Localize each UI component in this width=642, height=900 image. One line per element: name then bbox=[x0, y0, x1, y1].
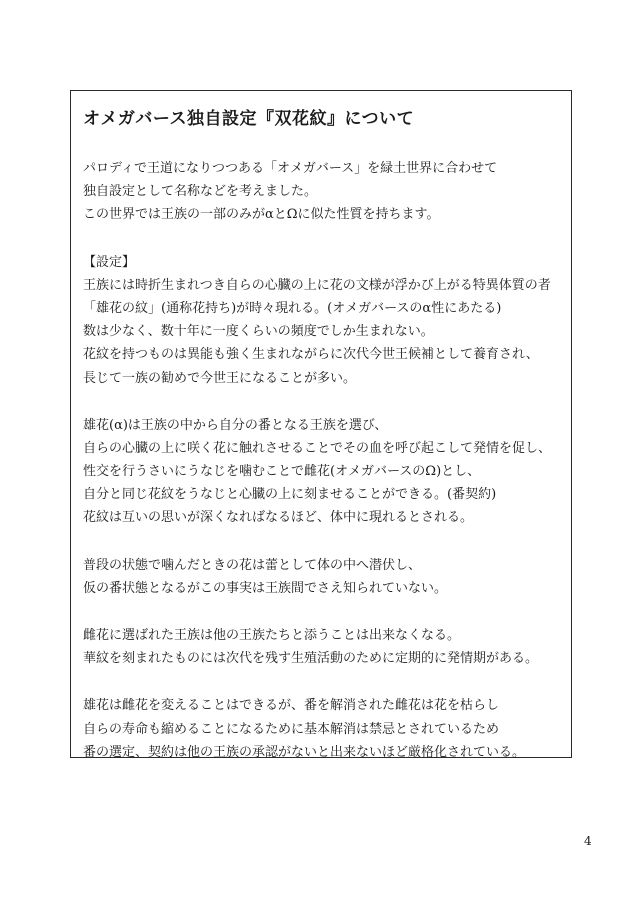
text-line: 雌花に選ばれた王族は他の王族たちと添うことは出来なくなる。 bbox=[83, 628, 461, 643]
text-line: 自らの心臓の上に咲く花に触れさせることでその血を呼び起こして発情を促し、 bbox=[83, 440, 552, 456]
paragraph-settings bbox=[83, 251, 563, 390]
text-line: 雄花(α)は王族の中から自分の番となる王族を選び、 bbox=[83, 417, 388, 433]
page-number: 4 bbox=[584, 834, 592, 848]
paragraph-bud bbox=[83, 554, 563, 600]
text-line: 仮の番状態となるがこの事実は王族間でさえ知られていない。 bbox=[83, 580, 448, 596]
text-line: 長じて一族の勧めで今世王になることが多い。 bbox=[83, 370, 357, 386]
text-line: 「雄花の紋」(通称花持ち)が時々現れる。(オメガバースのα性にあたる) bbox=[83, 300, 502, 316]
text-line: 花紋は互いの思いが深くなればなるほど、体中に現れるとされる。 bbox=[83, 510, 474, 526]
paragraph-intro bbox=[83, 157, 563, 227]
text-line: 番の選定、契約は他の王族の承認がないと出来ないほど厳格化されている。 bbox=[83, 744, 526, 760]
text-line: 性交を行うさいにうなじを噛むことで雌花(オメガバースのΩ)とし、 bbox=[83, 464, 481, 480]
text-line: 王族には時折生まれつき自らの心臓の上に花の文様が浮かび上がる特異体質の者 bbox=[83, 277, 551, 293]
text-box bbox=[70, 90, 572, 758]
document-body bbox=[83, 157, 563, 788]
text-line: 花紋を持つものは異能も強く生まれながらに次代今世王候補として養育され、 bbox=[83, 347, 539, 363]
text-line: 雄花は雌花を変えることはできるが、番を解消された雌花は花を枯らし bbox=[83, 698, 500, 714]
document-title: オメガバース独自設定『双花紋』について bbox=[83, 109, 415, 129]
text-line: 自らの寿命も縮めることになるために基本解消は禁忌とされているため bbox=[83, 721, 500, 737]
text-line: 数は少なく、数十年に一度くらいの頻度でしか生まれない。 bbox=[83, 324, 434, 340]
section-heading: 【設定】 bbox=[83, 254, 136, 270]
text-line: この世界では王族の一部のみがαとΩに似た性質を持ちます。 bbox=[83, 207, 440, 223]
text-line: 華紋を刻まれたものには次代を残す生殖活動のために定期的に発情期がある。 bbox=[83, 651, 539, 667]
text-line: 独自設定として名称などを考えました。 bbox=[83, 184, 318, 200]
paragraph-male-flower bbox=[83, 414, 563, 530]
text-line: パロディで王道になりつつある「オメガバース」を緑土世界に合わせて bbox=[83, 161, 498, 176]
paragraph-female-flower bbox=[83, 624, 563, 670]
text-line: 自分と同じ花紋をうなじと心臓の上に刻ませることができる。(番契約) bbox=[83, 487, 497, 503]
paragraph-dissolution bbox=[83, 694, 563, 764]
text-line: 普段の状態で噛んだときの花は蕾として体の中へ潜伏し、 bbox=[83, 557, 422, 573]
